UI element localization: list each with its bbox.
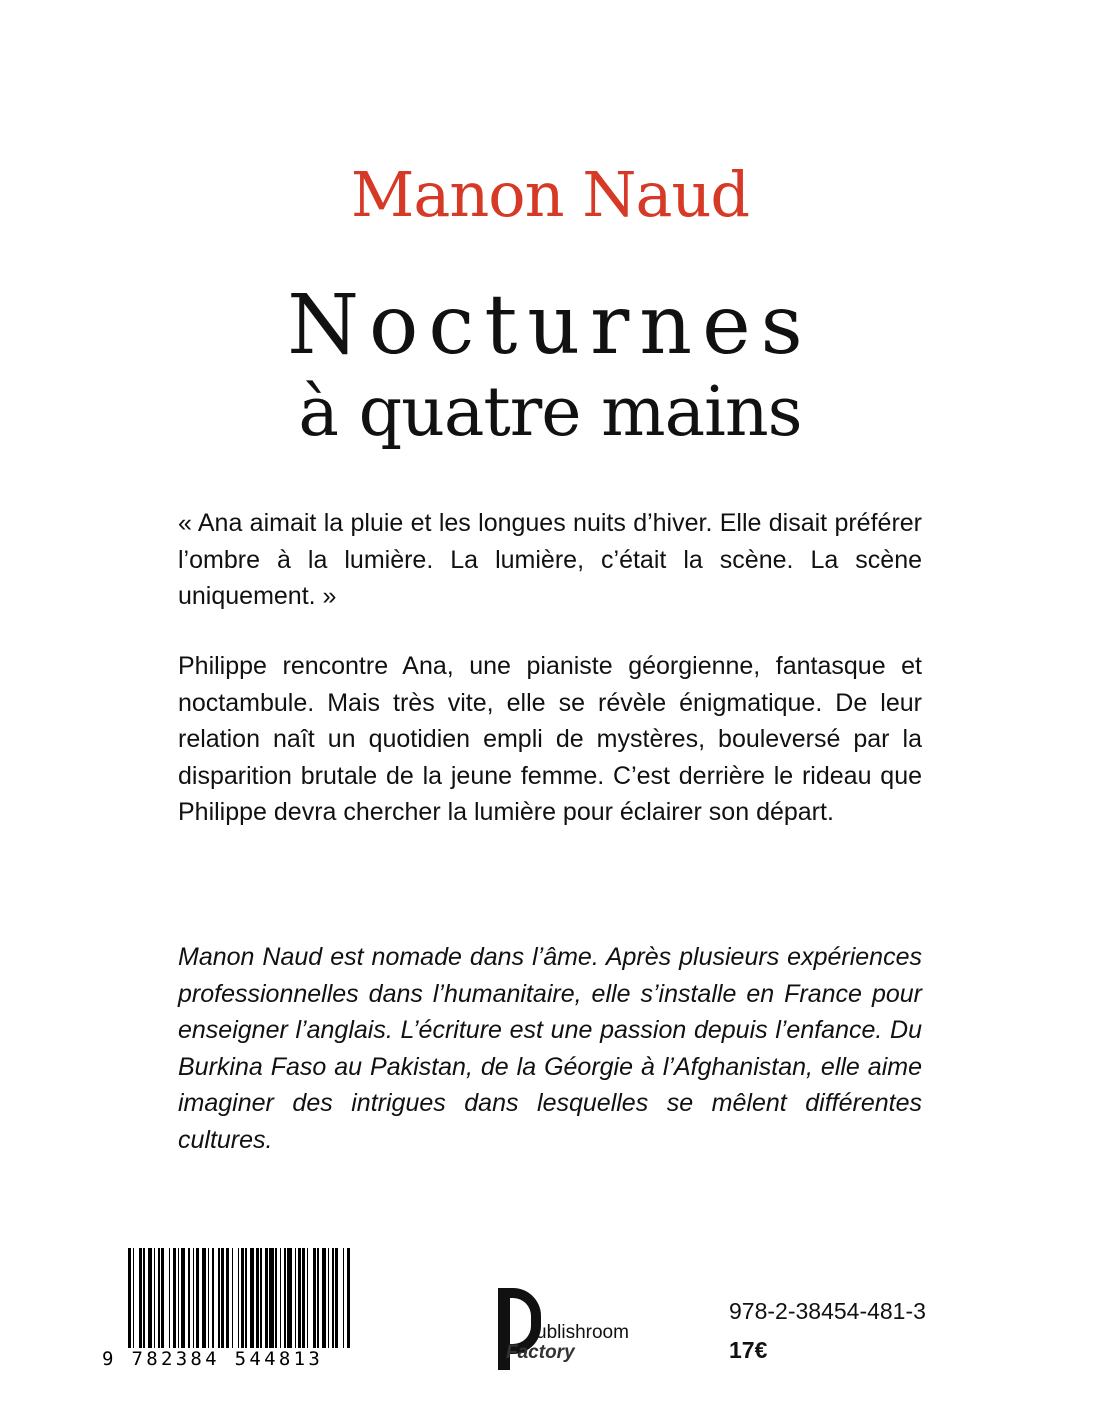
author-name: Manon Naud [350,158,750,231]
barcode-bar [295,1248,297,1348]
barcode-bar [343,1248,345,1348]
barcode-bar [265,1248,268,1348]
barcode-bar [158,1248,160,1348]
barcode-bar [202,1248,207,1348]
barcode-bar [322,1248,327,1348]
barcode-bar [218,1248,220,1348]
book-title-line1: Nocturnes [287,278,813,373]
isbn: 978-2-38454-481-3 [729,1298,926,1324]
barcode-bar [335,1248,338,1348]
barcode-bar [238,1248,240,1348]
barcode-bar [250,1248,255,1348]
barcode-bar [148,1248,153,1348]
barcode-bar [284,1248,286,1348]
barcode-bar [169,1248,171,1348]
barcode-bar [193,1248,195,1348]
barcode-bar [196,1248,199,1348]
barcode-bar [154,1248,156,1348]
publisher-logo [498,1288,648,1370]
barcode-bar [128,1248,131,1348]
author-bio: Manon Naud est nomade dans l’âme. Après plusieurs expériences professionnelles dans l’humanitaire, elle s’installe en France pour enseigner l’anglais. L’écriture est une passion depuis l’enfance. Du Burkina Faso au Pakistan, de la Géorgie à l’Afghanistan, elle aime imaginer des intrigues dans lesquelles se mêlent différentes cultures. [178,943,922,1154]
barcode-bar [133,1248,135,1348]
barcode-bar [245,1248,247,1348]
barcode-bar [302,1248,305,1348]
barcode-bar [178,1248,180,1348]
publisher-name-line1: ublishroom [536,1322,629,1343]
publisher-name-line2: Factory [506,1342,575,1363]
book-title-line2: à quatre mains [298,373,802,452]
synopsis-paragraph: Philippe rencontre Ana, une pianiste géorgienne, fantasque et noctambule. Mais très vite, elle se révèle énigmatique. De leur relation naît un quotidien empli de mystères, bouleversé par la disparition brutale de la jeune femme. C’est derrière le rideau que Philippe devra chercher la lumière pour éclairer son départ. [178,652,922,826]
barcode-bar [173,1248,176,1348]
barcode-bar [232,1248,234,1348]
barcode-bar [307,1248,309,1348]
barcode-bar [287,1248,292,1348]
barcode-bar [143,1248,145,1348]
barcode-bar [212,1248,214,1348]
barcode-bar [328,1248,330,1348]
barcode-bar [298,1248,301,1348]
barcode-bar [332,1248,334,1348]
barcode-bar [139,1248,142,1348]
barcode-bar [208,1248,210,1348]
opening-quote: « Ana aimait la pluie et les longues nuits d’hiver. Elle disait préférer l’ombre à la lumière. La lumière, c’était la scène. La scène uniquement. » [178,509,922,610]
barcode-bar [188,1248,190,1348]
barcode-bar [280,1248,282,1348]
barcode-bar [241,1248,244,1348]
barcode-bar [226,1248,229,1348]
barcode-bar [313,1248,316,1348]
barcode-bar [260,1248,262,1348]
barcode-bar [275,1248,277,1348]
barcode-bar [269,1248,274,1348]
barcode-bar [256,1248,259,1348]
barcode-bar [317,1248,319,1348]
barcode-digits: 9 782384 544813 [102,1348,348,1370]
barcode-bar [347,1248,350,1348]
barcode-bar [221,1248,224,1348]
barcode [102,1248,348,1370]
price: 17€ [729,1337,768,1363]
barcode-bar [161,1248,164,1348]
barcode-bars [128,1248,350,1348]
barcode-bar [181,1248,186,1348]
